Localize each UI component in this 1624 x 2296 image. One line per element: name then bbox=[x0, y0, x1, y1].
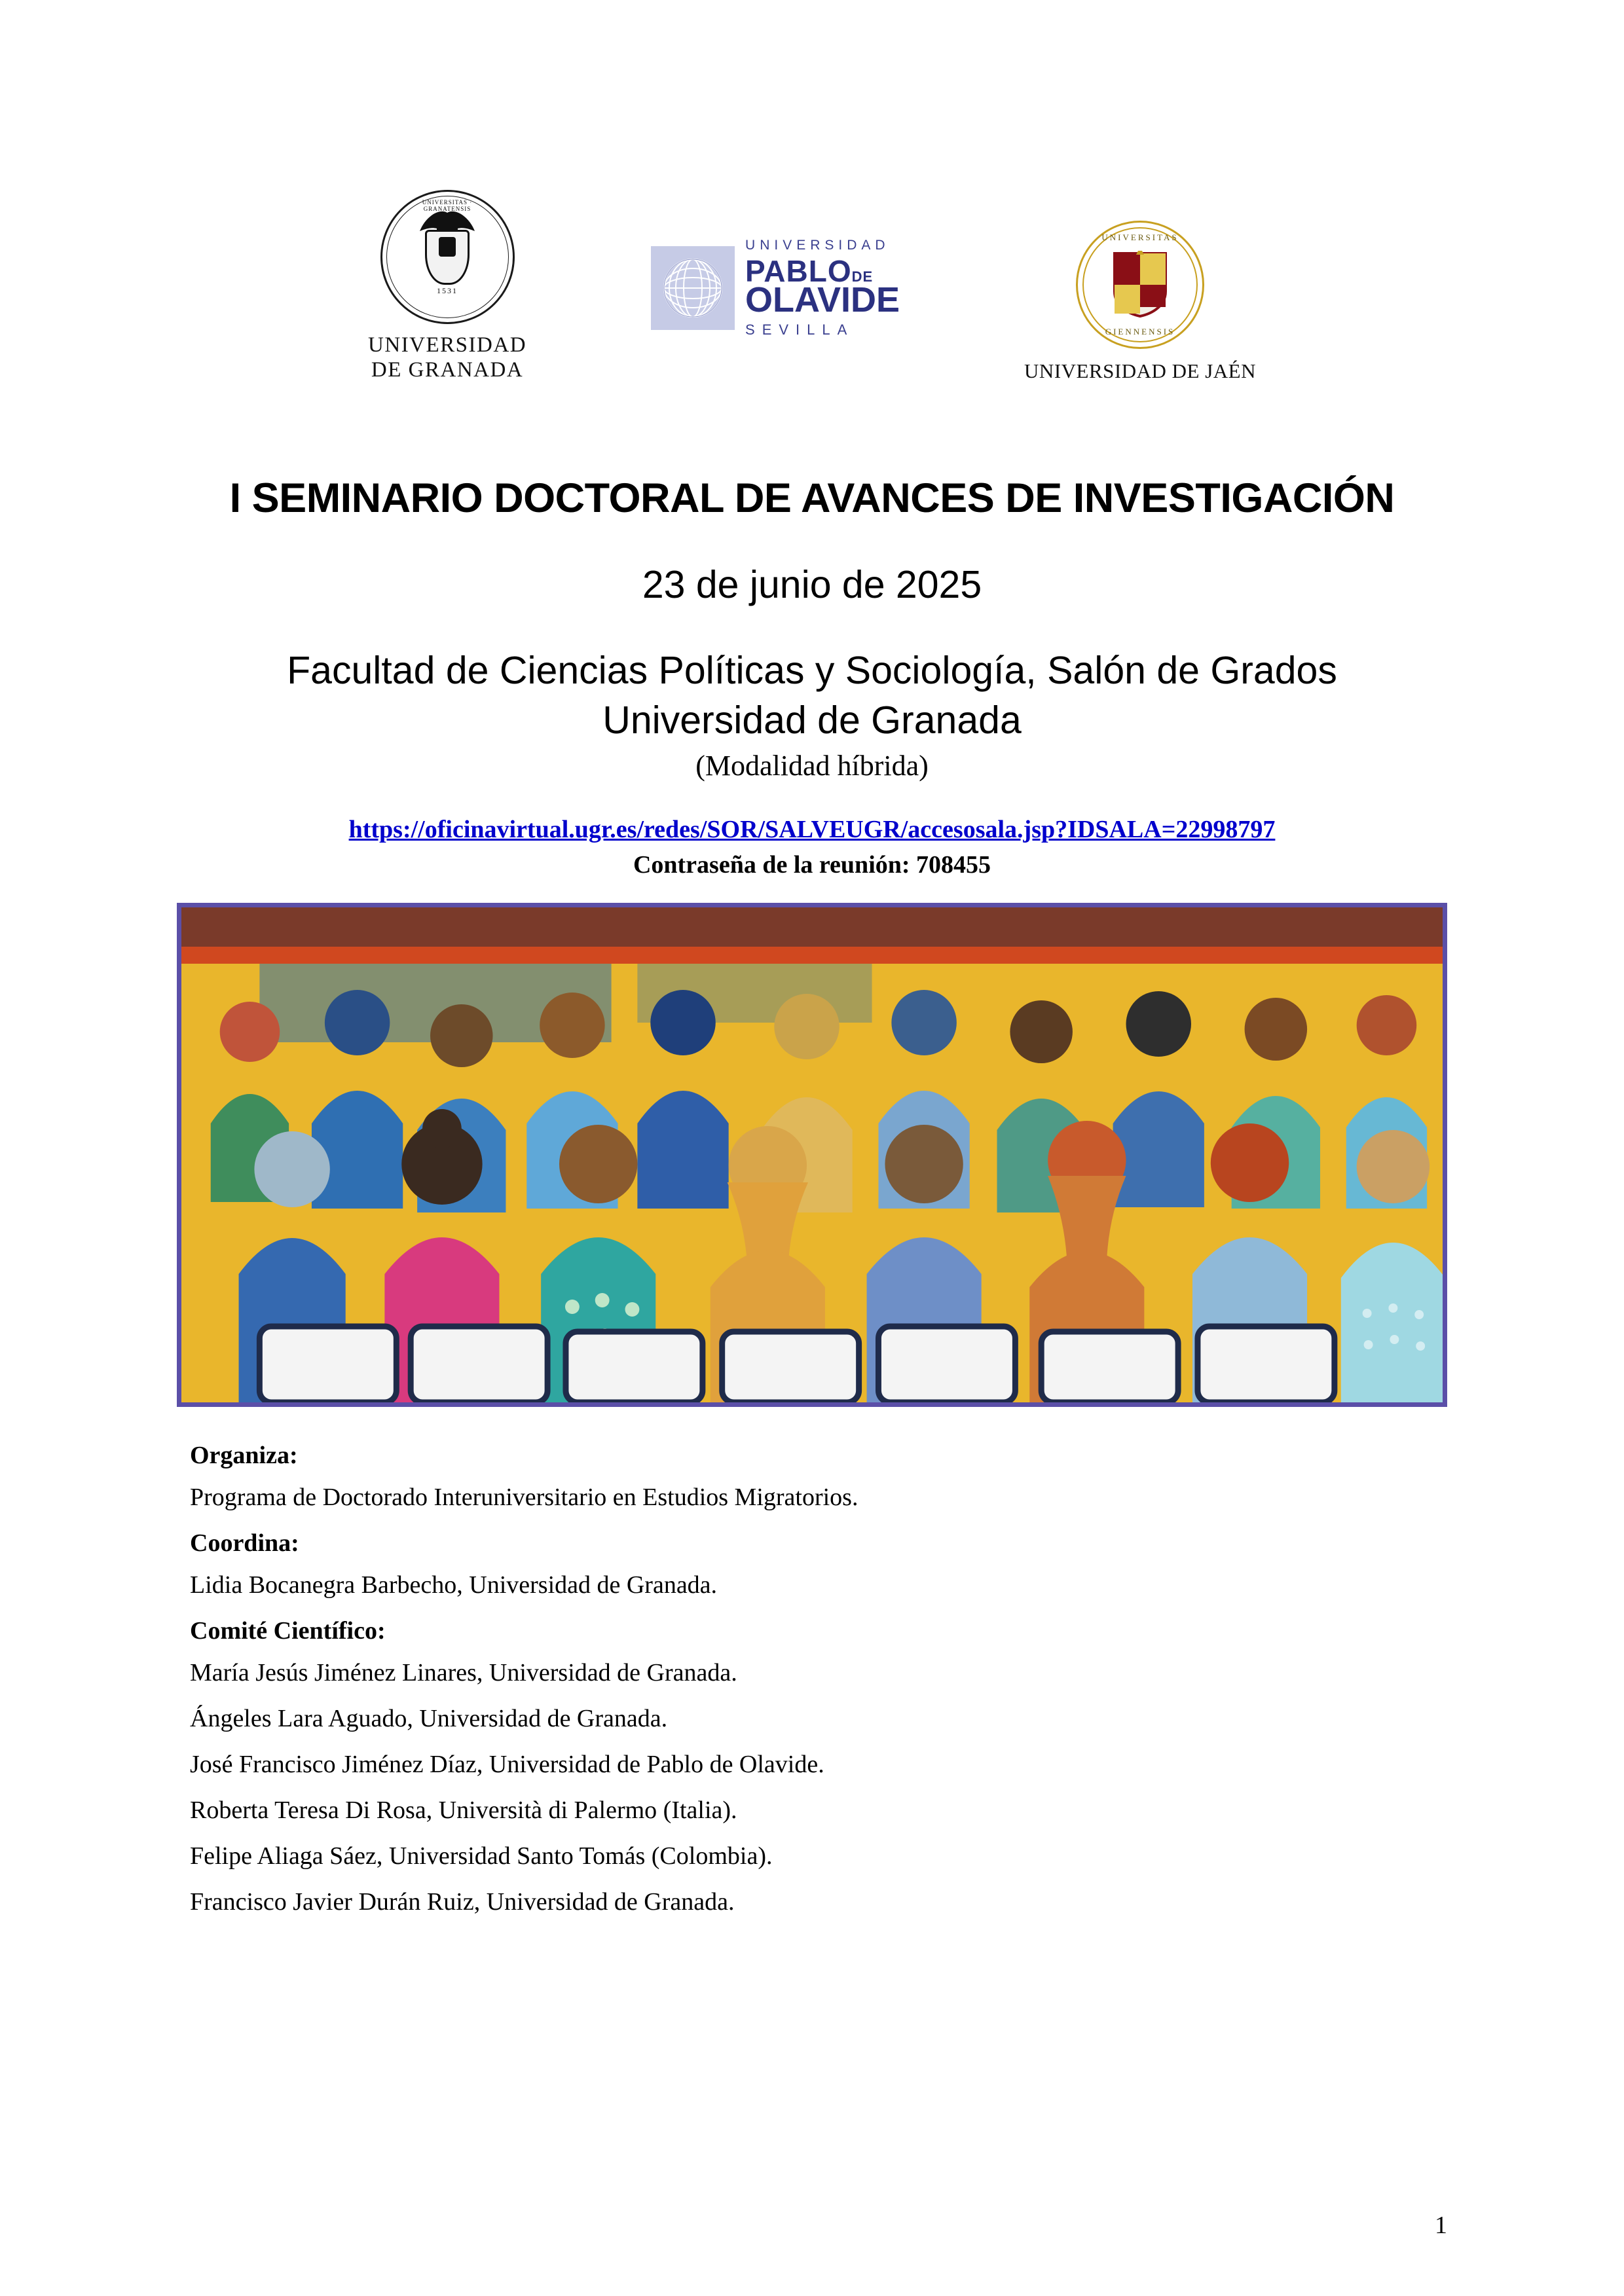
upo-line2-sub: DE bbox=[851, 268, 874, 285]
credits-line-comite-2: Ángeles Lara Aguado, Universidad de Granada. bbox=[190, 1705, 668, 1733]
credits-section bbox=[177, 1441, 1447, 1916]
credits-line-comite-4: Roberta Teresa Di Rosa, Università di Palermo (Italia). bbox=[190, 1796, 737, 1825]
upo-line4: SEVILLA bbox=[745, 321, 855, 338]
credits-line-comite-6: Francisco Javier Durán Ruiz, Universidad de Granada. bbox=[190, 1888, 735, 1916]
credits-line-comite-3: José Francisco Jiménez Díaz, Universidad de Pablo de Olavide. bbox=[190, 1751, 824, 1779]
credits-heading-comite-cientifico: Comité Científico: bbox=[190, 1617, 386, 1645]
audience-illustration bbox=[177, 903, 1447, 1407]
credits-line-organiza: Programa de Doctorado Interuniversitario en Estudios Migratorios. bbox=[190, 1484, 858, 1512]
ugr-seal-icon bbox=[380, 190, 515, 324]
page-number: 1 bbox=[1435, 2212, 1447, 2239]
uja-seal-icon bbox=[1076, 221, 1204, 349]
uja-caption: UNIVERSIDAD DE JAÉN bbox=[1024, 359, 1256, 382]
upo-line3: OLAVIDE bbox=[745, 280, 900, 319]
logo-universidad-de-granada bbox=[368, 190, 526, 383]
event-venue-line2: Universidad de Granada bbox=[602, 698, 1022, 742]
event-date: 23 de junio de 2025 bbox=[642, 563, 982, 606]
ugr-caption-line1: UNIVERSIDAD bbox=[368, 333, 527, 357]
upo-line2: PABLODE bbox=[745, 254, 874, 288]
ugr-caption-line2: DE GRANADA bbox=[371, 358, 524, 382]
credits-line-comite-5: Felipe Aliaga Sáez, Universidad Santo Tomás (Colombia). bbox=[190, 1842, 773, 1870]
credits-line-comite-1: María Jesús Jiménez Linares, Universidad de Granada. bbox=[190, 1659, 737, 1687]
logo-universidad-pablo-de-olavide bbox=[651, 238, 900, 383]
upo-line1: UNIVERSIDAD bbox=[745, 238, 890, 253]
upo-mark-icon bbox=[651, 246, 735, 330]
illustration-wrapper bbox=[177, 903, 1447, 1407]
credits-heading-coordina: Coordina: bbox=[190, 1529, 299, 1558]
audience-illustration-svg bbox=[181, 907, 1443, 1402]
event-venue bbox=[177, 646, 1447, 745]
ugr-ring-top-text: UNIVERSITAS · GRANATENSIS bbox=[422, 199, 473, 213]
uja-ring-top-text: UNIVERSITAS bbox=[1101, 232, 1179, 242]
page-title: I SEMINARIO DOCTORAL DE AVANCES DE INVESTIGACIÓN bbox=[229, 475, 1395, 521]
ugr-shield-icon bbox=[425, 230, 470, 285]
meeting-url-link[interactable]: https://oficinavirtual.ugr.es/redes/SOR/SALVEUGR/accesosala.jsp?IDSALA=22998797 bbox=[348, 816, 1276, 844]
event-modality: (Modalidad híbrida) bbox=[695, 750, 929, 782]
logo-row bbox=[177, 0, 1447, 383]
ugr-year-text: 1531 bbox=[437, 286, 458, 296]
meeting-password: Contraseña de la reunión: 708455 bbox=[633, 851, 991, 879]
uja-ring-bottom-text: GIENNENSIS bbox=[1105, 327, 1175, 337]
event-venue-line1: Facultad de Ciencias Políticas y Sociología, Salón de Grados bbox=[287, 649, 1337, 692]
credits-line-coordina: Lidia Bocanegra Barbecho, Universidad de Granada. bbox=[190, 1571, 718, 1599]
credits-heading-organiza: Organiza: bbox=[190, 1442, 298, 1470]
uja-shield-icon bbox=[1112, 251, 1168, 319]
logo-universidad-de-jaen bbox=[1024, 221, 1256, 383]
ugr-caption bbox=[368, 333, 526, 383]
meeting-link-row bbox=[177, 815, 1447, 844]
